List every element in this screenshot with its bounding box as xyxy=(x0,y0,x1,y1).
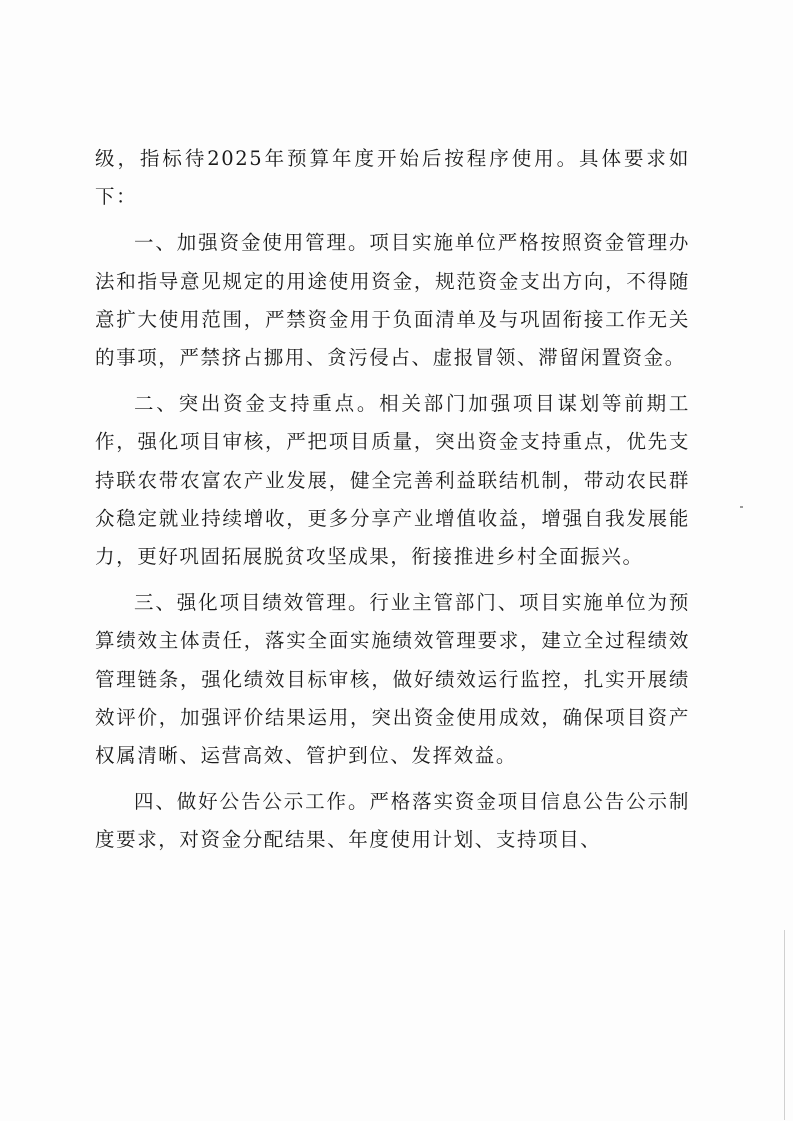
paragraph-funding-priorities: 二、突出资金支持重点。相关部门加强项目谋划等前期工作，强化项目审核，严把项目质量，突出资金支持重点，优先支持联农带农富农产业发展，健全完善利益联结机制，带动农民群众稳定就业持续增收，更多分享产业增值收益，增强自我发展能力，更好巩固拓展脱贫攻坚成果，衔接推进乡村全面振兴。 xyxy=(95,392,690,569)
paragraph-continuation: 级，指标待2025年预算年度开始后按程序使用。具体要求如下： xyxy=(95,147,690,209)
paragraph-public-notice: 四、做好公告公示工作。严格落实资金项目信息公告公示制度要求，对资金分配结果、年度使用计划、支持项目、 xyxy=(95,790,690,852)
paragraph-performance-management: 三、强化项目绩效管理。行业主管部门、项目实施单位为预算绩效主体责任，落实全面实施绩效管理要求，建立全过程绩效管理链条，强化绩效目标审核，做好绩效运行监控，扎实开展绩效评价，加强评价结果运用，突出资金使用成效，确保项目资产权属清晰、运营高效、管护到位、发挥效益。 xyxy=(95,591,690,768)
document-body xyxy=(95,140,690,868)
scan-edge-line xyxy=(784,930,785,1120)
scan-artifact xyxy=(740,506,743,508)
paragraph-fund-management: 一、加强资金使用管理。项目实施单位严格按照资金管理办法和指导意见规定的用途使用资金，规范资金支出方向，不得随意扩大使用范围，严禁资金用于负面清单及与巩固衔接工作无关的事项，严禁挤占挪用、贪污侵占、虚报冒领、滞留闲置资金。 xyxy=(95,231,690,370)
